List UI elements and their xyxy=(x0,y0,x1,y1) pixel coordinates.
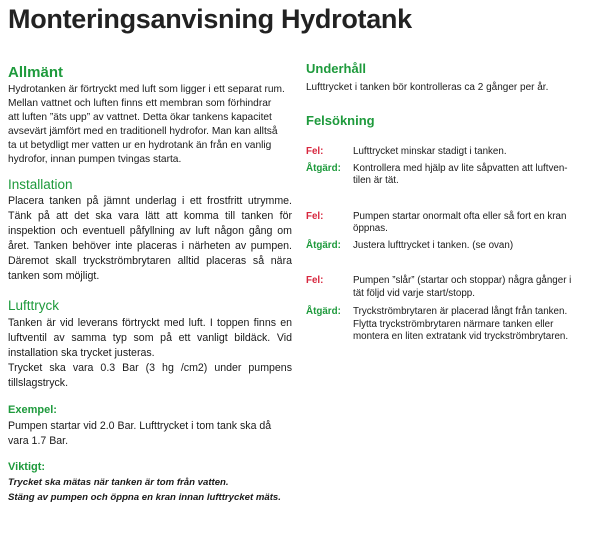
fel-label: Fel: xyxy=(306,210,324,222)
atgard-row xyxy=(306,163,594,188)
page-title: Monteringsanvisning Hydrotank xyxy=(8,4,412,34)
trouble-item xyxy=(306,275,594,344)
fel-row xyxy=(306,146,594,159)
fel-text: Pumpen startar onormalt ofta eller så fort en kran öppnas. xyxy=(353,210,567,234)
exempel-heading: Exempel: xyxy=(8,404,57,416)
allmant-line: ta ut betydligt mer vatten ur en hydrotank än från en vanlig xyxy=(8,140,272,151)
atgard-label: Åtgärd: xyxy=(306,306,341,317)
installation-heading: Installation xyxy=(8,177,73,192)
allmant-line: Mellan vattnet och luften finns ett membran som förhindrar xyxy=(8,98,272,109)
allmant-line: att luften ”äts upp” av vattnet. Detta ökar tankens kapacitet xyxy=(8,112,272,123)
fel-row xyxy=(306,275,594,300)
viktigt-line: Trycket ska mätas när tanken är tom från vatten. xyxy=(8,477,229,488)
left-column xyxy=(8,64,292,505)
viktigt-heading: Viktigt: xyxy=(8,461,46,473)
viktigt-line: Stäng av pumpen och öppna en kran innan lufttrycket mäts. xyxy=(8,491,281,503)
allmant-line: hydrofor, innan pumpen tvingas starta. xyxy=(8,154,182,165)
atgard-text: Tryckströmbrytaren är placerad långt från tanken. Flytta tryckströmbrytaren närmare tanken eller montera en liten extratank vid tryckströmbrytaren. xyxy=(353,306,569,342)
atgard-row xyxy=(306,240,594,253)
lufttryck-text: Tanken är vid leverans förtryckt med luft. I toppen finns en luftventil av samma typ som på ett vanligt bildäck. Vid installation ska trycket justeras. xyxy=(8,317,292,359)
underhall-text: Lufttrycket i tanken bör kontrolleras ca 2 gånger per år. xyxy=(306,82,549,93)
allmant-line: Hydrotanken är förtryckt med luft som ligger i ett separat rum. xyxy=(8,84,285,95)
allmant-heading: Allmänt xyxy=(8,64,64,81)
atgard-label: Åtgärd: xyxy=(306,239,341,251)
atgard-label: Åtgärd: xyxy=(306,162,341,174)
exempel-text: Pumpen startar vid 2.0 Bar. Lufttrycket i tom tank ska då vara 1.7 Bar. xyxy=(8,420,272,447)
right-column xyxy=(306,61,594,344)
underhall-heading: Underhåll xyxy=(306,61,366,76)
fel-text: Lufttrycket minskar stadigt i tanken. xyxy=(353,146,507,157)
allmant-line: avsevärt jämfört med en traditionell hydrofor. Man kan alltså xyxy=(8,126,278,137)
trouble-item xyxy=(306,211,594,253)
installation-text: Placera tanken på jämnt underlag i ett frostfritt utrymme. Tänk på att det ska vara lätt att komma till tanken för inspektion och eventuell påfyllning av luft någon gång om året. Tanken behöver inte placeras i närheten av pumpen. Däremot skall tryckströmbrytaren alltid placeras så nära tanken som möjligt. xyxy=(8,195,292,282)
trouble-item xyxy=(306,146,594,188)
allmant-text xyxy=(8,83,292,167)
atgard-text: Kontrollera med hjälp av lite såpvatten att luftven- tilen är tät. xyxy=(353,162,568,186)
atgard-row xyxy=(306,306,594,344)
fel-label: Fel: xyxy=(306,275,324,286)
atgard-text: Justera lufttrycket i tanken. (se ovan) xyxy=(353,239,514,251)
lufttryck-text-2: Trycket ska vara 0.3 Bar (3 hg /cm2) under pumpens tillslagstryck. xyxy=(8,362,292,389)
lufttryck-heading: Lufttryck xyxy=(8,298,60,313)
felsokning-heading: Felsökning xyxy=(306,113,375,128)
fel-row xyxy=(306,211,594,236)
fel-text: Pumpen ”slår” (startar och stoppar) några gånger i tät följd vid varje start/stopp. xyxy=(353,275,572,299)
fel-label: Fel: xyxy=(306,146,324,157)
